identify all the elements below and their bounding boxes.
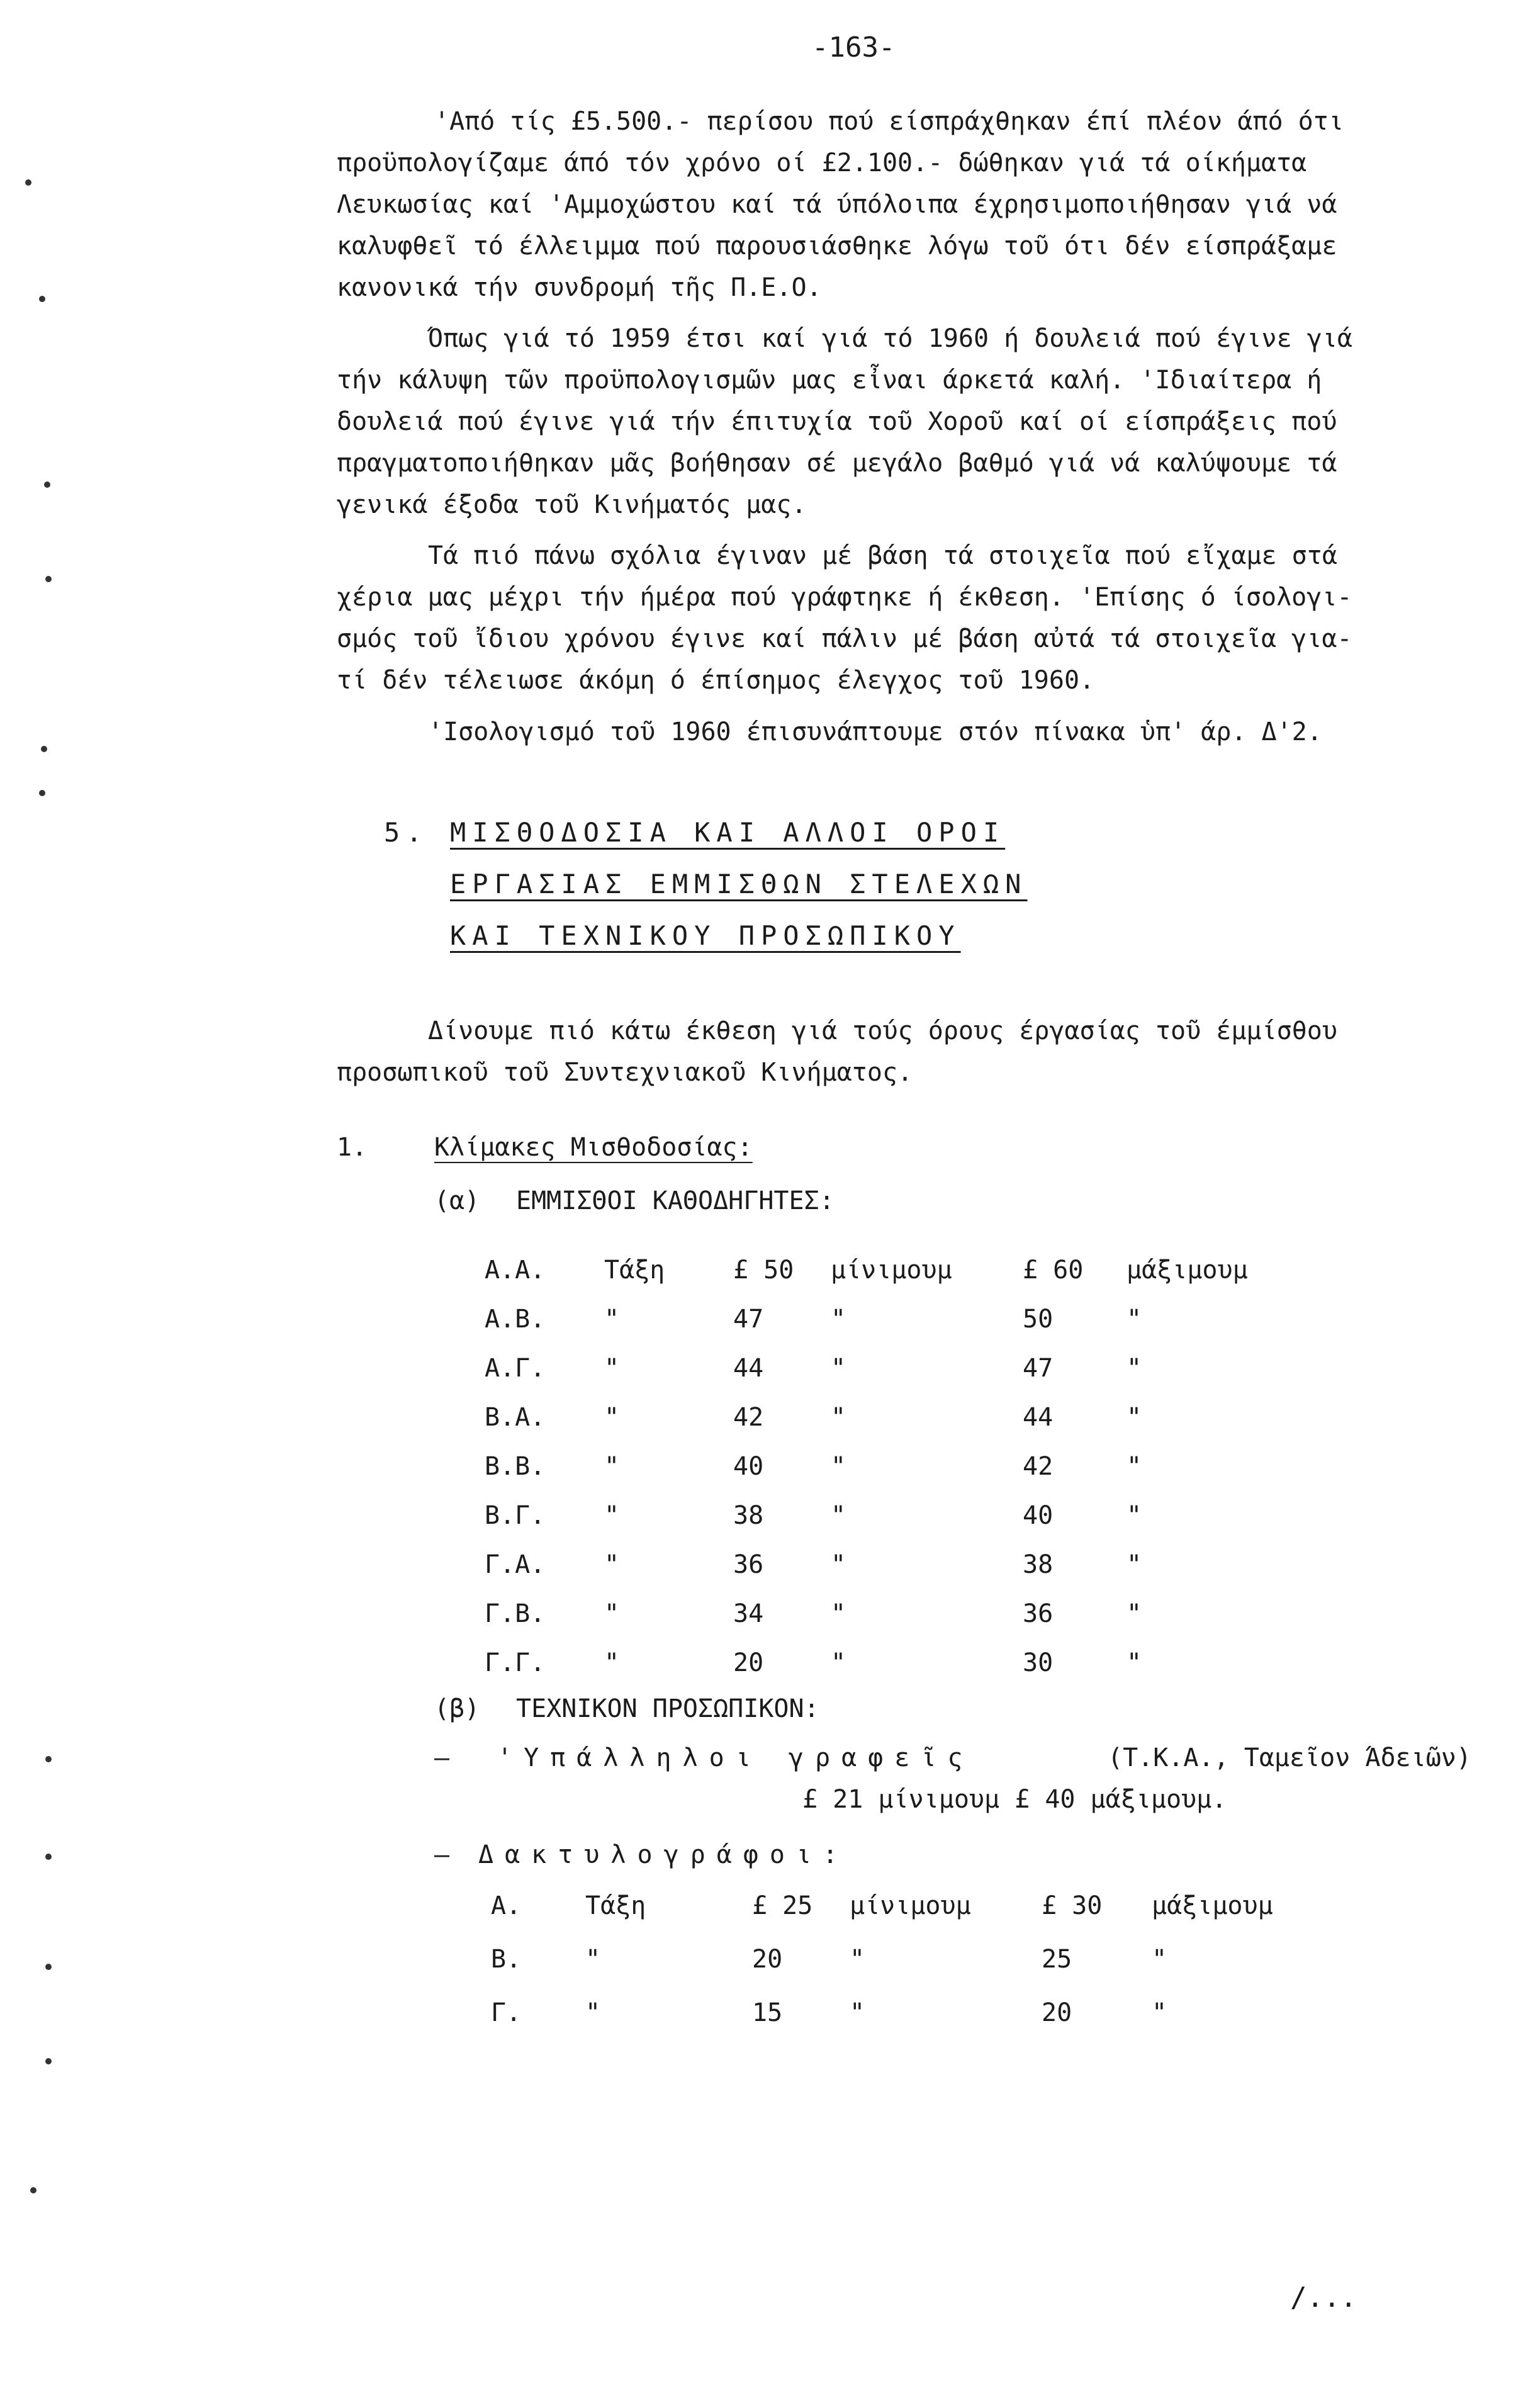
table-cell-min: 44 <box>733 1354 764 1383</box>
typists-dash: — <box>434 1840 450 1869</box>
table-cell-min-label: " <box>831 1354 846 1383</box>
clerks-dash: — <box>434 1743 450 1772</box>
table-cell-min: 42 <box>733 1403 764 1432</box>
table-cell-max-label: " <box>1127 1648 1142 1677</box>
scan-speck <box>41 746 47 752</box>
clerks-label: 'Υπάλληλοι γραφεῖς <box>497 1743 974 1772</box>
table-cell-max: 50 <box>1023 1305 1054 1334</box>
scan-speck <box>25 179 31 186</box>
table-cell-max: 47 <box>1023 1354 1054 1383</box>
table-cell-max: 20 <box>1042 1998 1072 2027</box>
text-line: Τά πιό πάνω σχόλια έγιναν μέ βάση τά στοιχεῖα πού εἴχαμε στά <box>428 541 1337 570</box>
table-cell-max: 42 <box>1023 1452 1054 1481</box>
table-cell-min: 34 <box>733 1599 764 1628</box>
scan-speck <box>30 2187 37 2193</box>
scan-speck <box>44 481 50 488</box>
group-b-title: ΤΕΧΝΙΚΟΝ ΠΡΟΣΩΠΙΚΟΝ: <box>516 1694 819 1723</box>
text-line: προϋπολογίζαμε άπό τόν χρόνο οί £2.100.- δώθηκαν γιά τά οίκήματα <box>337 149 1307 177</box>
table-cell-grade: Β.Γ. <box>485 1501 546 1530</box>
table-cell-word: " <box>604 1501 620 1530</box>
table-cell-min-label: " <box>831 1599 846 1628</box>
table-cell-min: 38 <box>733 1501 764 1530</box>
table-cell-max: 44 <box>1023 1403 1054 1432</box>
table-cell-grade: Γ.Α. <box>485 1550 546 1579</box>
table-cell-max-label: " <box>1127 1550 1142 1579</box>
table-cell-min: 47 <box>733 1305 764 1334</box>
scan-speck <box>45 1964 52 1970</box>
section-intro-line: προσωπικοῦ τοῦ Συντεχνιακοῦ Κινήματος. <box>337 1058 913 1087</box>
table-cell-max-label: " <box>1127 1305 1142 1334</box>
table-cell-word: " <box>604 1305 620 1334</box>
table-cell-grade: Α.Γ. <box>485 1354 546 1383</box>
section-intro-line: Δίνουμε πιό κάτω έκθεση γιά τούς όρους έργασίας τοῦ έμμίσθου <box>428 1016 1337 1045</box>
section-number: 5. <box>384 817 429 848</box>
table-cell-grade: Γ. <box>491 1998 522 2027</box>
table-cell-min-label: " <box>831 1648 846 1677</box>
table-cell-min: 20 <box>733 1648 764 1677</box>
table-cell-word: " <box>604 1648 620 1677</box>
text-line: χέρια μας μέχρι τήν ήμέρα πού γράφτηκε ή έκθεση. 'Επίσης ό ίσολογι- <box>337 583 1352 612</box>
table-cell-word: " <box>604 1599 620 1628</box>
table-cell-word: " <box>604 1403 620 1432</box>
continuation-mark: /... <box>1290 2282 1357 2314</box>
subsection-title: Κλίμακες Μισθοδοσίας: <box>434 1133 753 1162</box>
text-line: Όπως γιά τό 1959 έτσι καί γιά τό 1960 ή δουλειά πού έγινε γιά <box>428 324 1353 353</box>
table-cell-min: £ 25 <box>752 1891 813 1920</box>
text-line: κανονικά τήν συνδρομή τῆς Π.Ε.Ο. <box>337 273 822 302</box>
table-cell-grade: Α.Α. <box>485 1256 546 1285</box>
table-cell-min-label: " <box>850 1998 865 2027</box>
table-cell-min-label: " <box>850 1945 865 1974</box>
table-cell-min-label: μίνιμουμ <box>850 1891 971 1920</box>
table-cell-max: 38 <box>1023 1550 1054 1579</box>
table-cell-max-label: " <box>1127 1452 1142 1481</box>
scan-speck <box>45 1756 52 1762</box>
table-cell-grade: Γ.Β. <box>485 1599 546 1628</box>
table-cell-min-label: μίνιμουμ <box>831 1256 952 1285</box>
table-cell-max: 25 <box>1042 1945 1072 1974</box>
page-number: -163- <box>812 31 896 64</box>
table-cell-max-label: " <box>1127 1403 1142 1432</box>
table-cell-word: " <box>604 1354 620 1383</box>
clerks-salary: £ 21 μίνιμουμ £ 40 μάξιμουμ. <box>802 1785 1227 1814</box>
table-cell-grade: Α.Β. <box>485 1305 546 1334</box>
text-line: τήν κάλυψη τῶν προϋπολογισμῶν μας εἶναι άρκετά καλή. 'Ιδιαίτερα ή <box>337 366 1322 395</box>
table-cell-max: 30 <box>1023 1648 1054 1677</box>
table-cell-max-label: " <box>1127 1599 1142 1628</box>
table-cell-min: 40 <box>733 1452 764 1481</box>
table-cell-grade: Α. <box>491 1891 522 1920</box>
scan-speck <box>45 576 52 582</box>
table-cell-word: " <box>585 1998 601 2027</box>
table-cell-word: " <box>585 1945 601 1974</box>
table-cell-grade: Β.Β. <box>485 1452 546 1481</box>
table-cell-min-label: " <box>831 1550 846 1579</box>
table-cell-min-label: " <box>831 1501 846 1530</box>
text-line: σμός τοῦ ἴδιου χρόνου έγινε καί πάλιν μέ βάση αὐτά τά στοιχεῖα για- <box>337 624 1352 653</box>
table-cell-max-label: " <box>1152 1945 1167 1974</box>
table-cell-word: " <box>604 1550 620 1579</box>
typists-label: Δακτυλογράφοι: <box>478 1840 850 1869</box>
text-line: Λευκωσίας καί 'Αμμοχώστου καί τά ύπόλοιπα έχρησιμοποιήθησαν γιά νά <box>337 190 1337 219</box>
table-cell-max-label: μάξιμουμ <box>1127 1256 1248 1285</box>
section-heading-line: ΜΙΣΘΟΔΟΣΙΑ ΚΑΙ ΑΛΛΟΙ ΟΡΟΙ <box>450 817 1006 848</box>
table-cell-max-label: " <box>1127 1501 1142 1530</box>
table-cell-word: Τάξη <box>585 1891 646 1920</box>
table-cell-grade: Β. <box>491 1945 522 1974</box>
table-cell-word: " <box>604 1452 620 1481</box>
table-cell-max: £ 60 <box>1023 1256 1084 1285</box>
table-cell-grade: Γ.Γ. <box>485 1648 546 1677</box>
table-cell-min: 36 <box>733 1550 764 1579</box>
table-cell-min-label: " <box>831 1403 846 1432</box>
group-a-title: ΕΜΜΙΣΘΟΙ ΚΑΘΟΔΗΓΗΤΕΣ: <box>516 1186 835 1215</box>
table-cell-min-label: " <box>831 1452 846 1481</box>
clerks-note: (Τ.Κ.Α., Ταμεῖον Άδειῶν) <box>1108 1743 1471 1772</box>
table-cell-max-label: " <box>1152 1998 1167 2027</box>
table-cell-max: 36 <box>1023 1599 1054 1628</box>
scan-speck <box>45 2058 52 2064</box>
table-cell-min: 15 <box>752 1998 783 2027</box>
group-a-label: (α) <box>434 1186 480 1215</box>
text-line: δουλειά πού έγινε γιά τήν έπιτυχία τοῦ Χοροῦ καί οί είσπράξεις πού <box>337 407 1337 436</box>
scan-speck <box>39 790 45 796</box>
subsection-number: 1. <box>337 1133 368 1162</box>
paragraph-4: 'Ισολογισμό τοῦ 1960 έπισυνάπτουμε στόν πίνακα ὑπ' άρ. Δ'2. <box>428 718 1322 746</box>
text-line: 'Από τίς £5.500.- περίσου πού είσπράχθηκαν έπί πλέον άπό ότι <box>434 107 1344 136</box>
section-heading-line: ΚΑΙ ΤΕΧΝΙΚΟΥ ΠΡΟΣΩΠΙΚΟΥ <box>450 920 961 951</box>
text-line: πραγματοποιήθηκαν μᾶς βοήθησαν σέ μεγάλο βαθμό γιά νά καλύψουμε τά <box>337 449 1337 478</box>
table-cell-max-label: " <box>1127 1354 1142 1383</box>
scan-speck <box>45 1854 52 1860</box>
text-line: καλυφθεῖ τό έλλειμμα πού παρουσιάσθηκε λόγω τοῦ ότι δέν είσπράξαμε <box>337 232 1337 261</box>
section-heading-line: ΕΡΓΑΣΙΑΣ ΕΜΜΙΣΘΩΝ ΣΤΕΛΕΧΩΝ <box>450 869 1028 899</box>
text-line: γενικά έξοδα τοῦ Κινήματός μας. <box>337 490 807 519</box>
table-cell-grade: Β.Α. <box>485 1403 546 1432</box>
group-b-label: (β) <box>434 1694 480 1723</box>
table-cell-max-label: μάξιμουμ <box>1152 1891 1273 1920</box>
scan-speck <box>39 296 45 302</box>
table-cell-max: £ 30 <box>1042 1891 1103 1920</box>
table-cell-min: £ 50 <box>733 1256 794 1285</box>
text-line: τί δέν τέλειωσε άκόμη ό έπίσημος έλεγχος τοῦ 1960. <box>337 666 1095 695</box>
table-cell-max: 40 <box>1023 1501 1054 1530</box>
table-cell-min: 20 <box>752 1945 783 1974</box>
table-cell-min-label: " <box>831 1305 846 1334</box>
table-cell-word: Τάξη <box>604 1256 665 1285</box>
